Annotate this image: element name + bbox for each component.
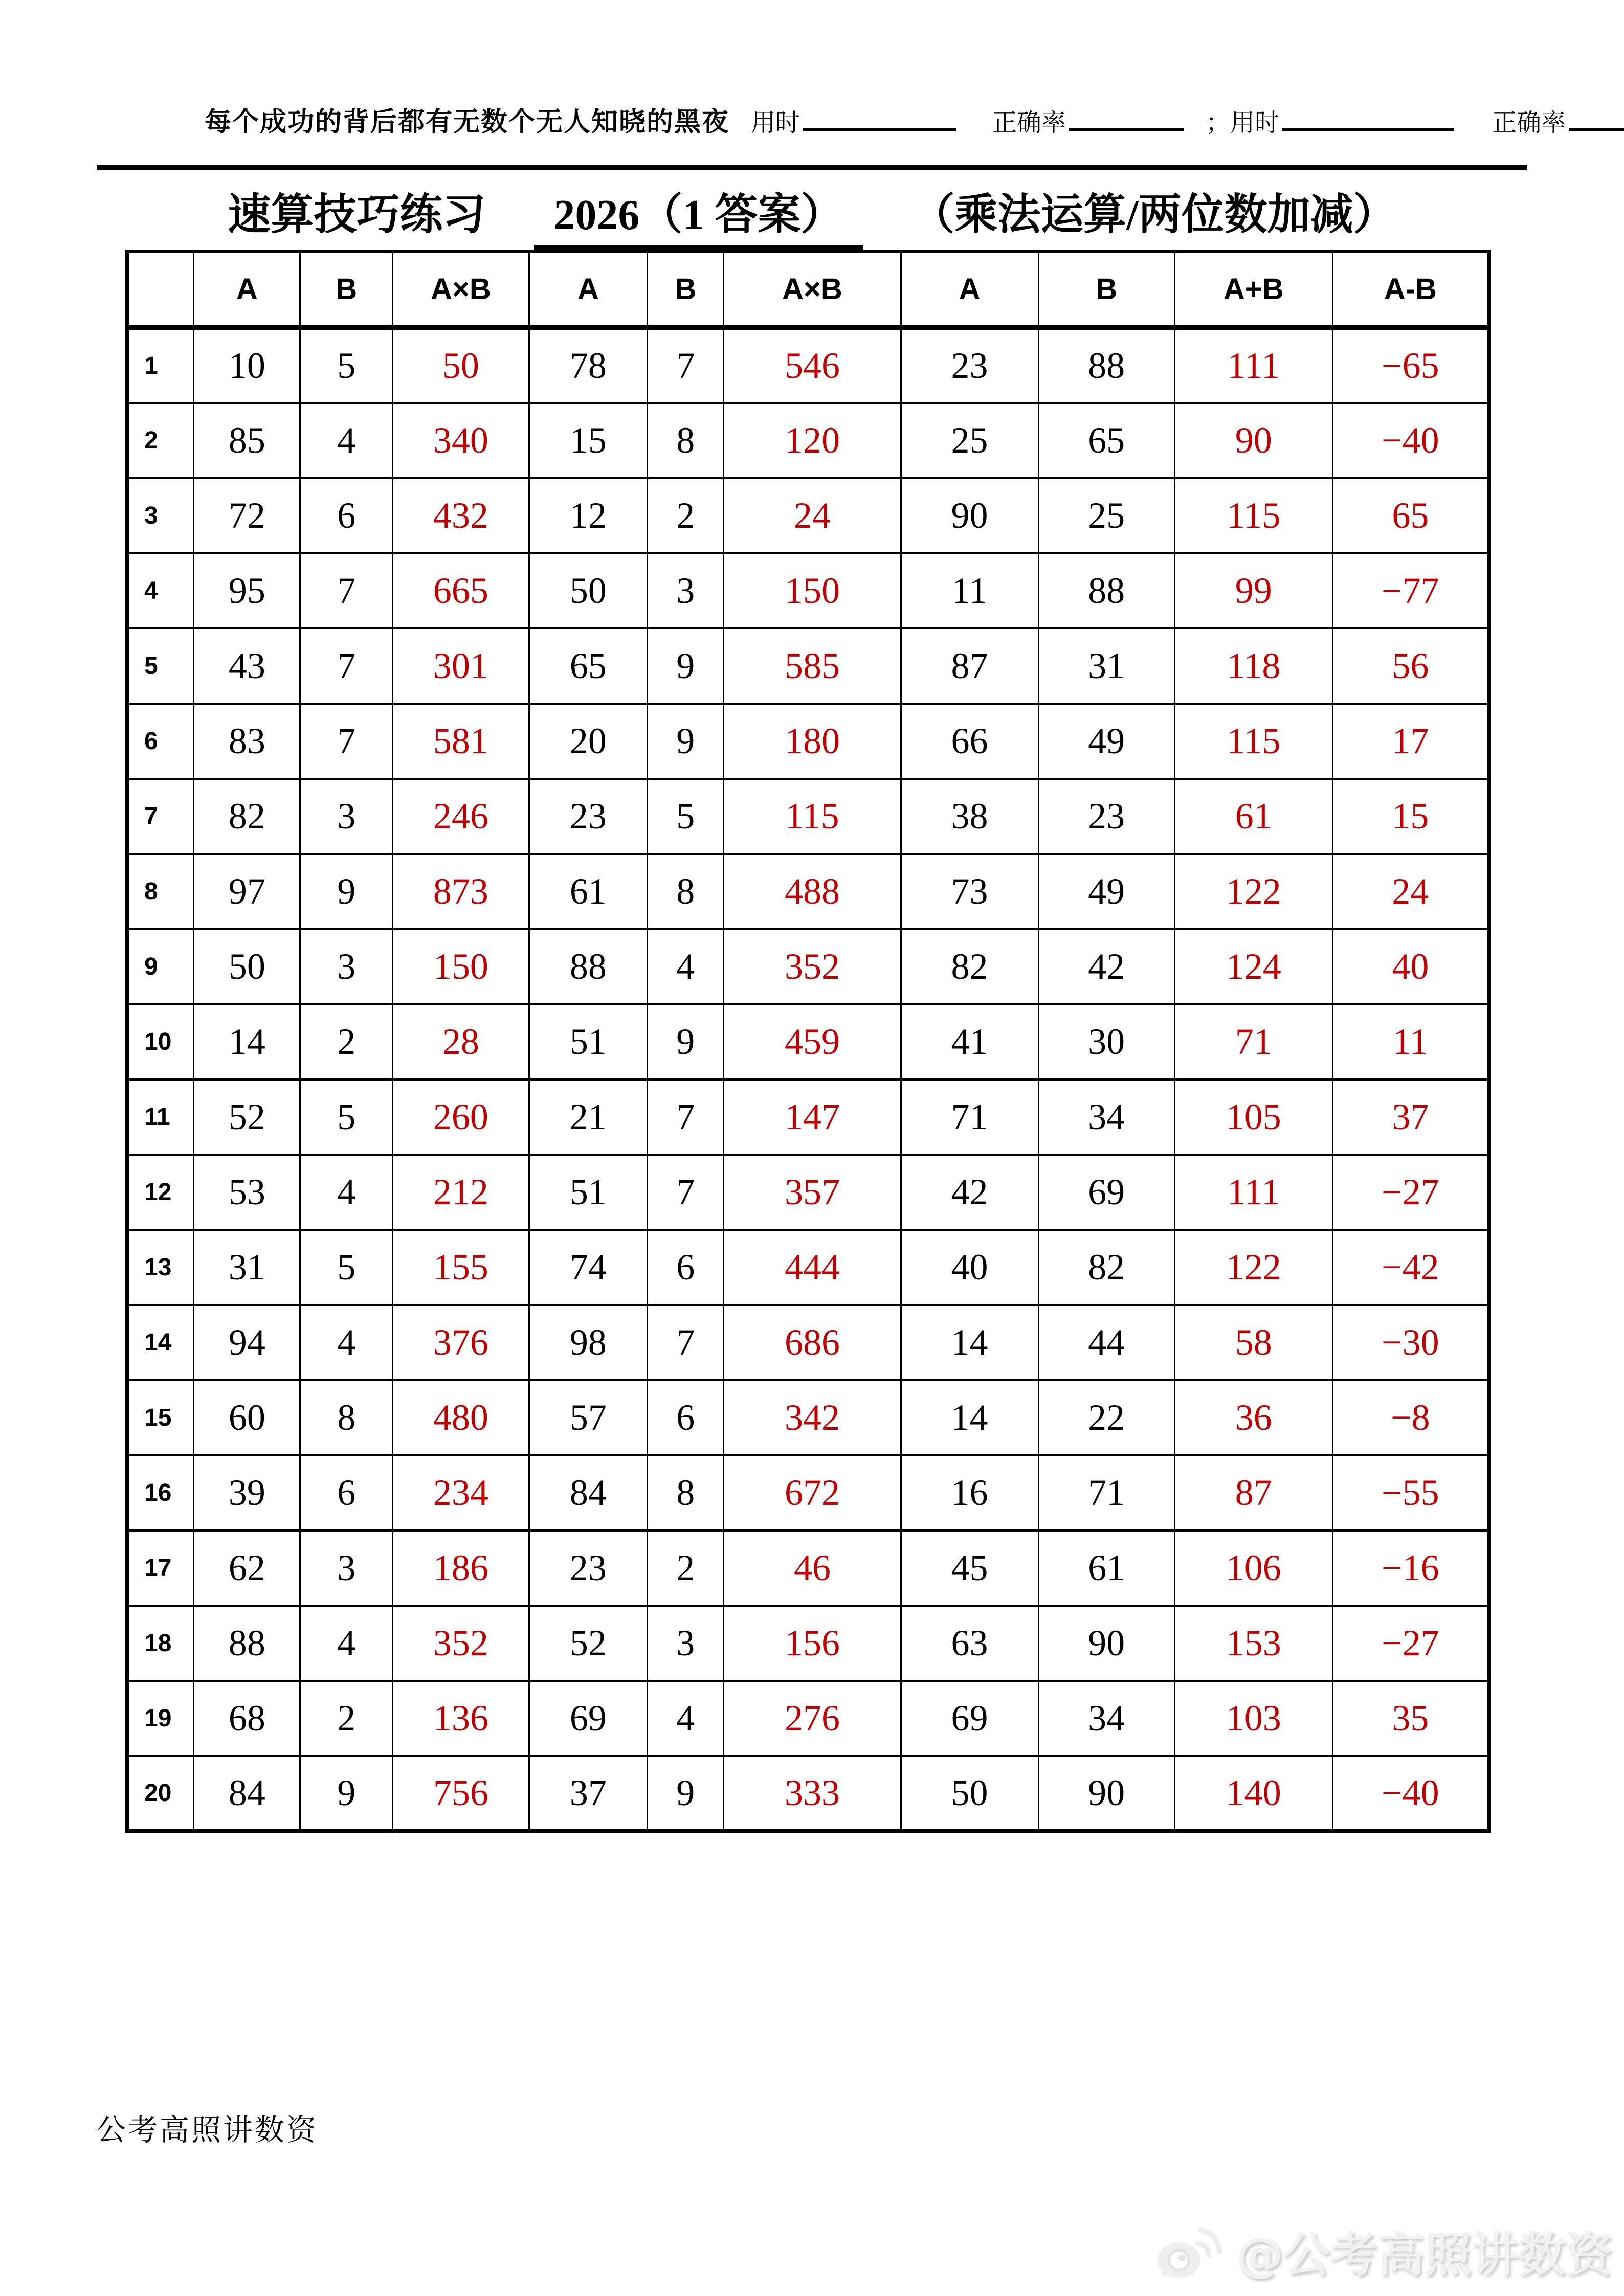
operand-cell: 14 <box>194 1004 300 1079</box>
answer-cell: 87 <box>1174 1455 1332 1530</box>
table-row <box>127 1155 1489 1230</box>
operand-cell: 87 <box>901 628 1038 704</box>
row-number: 19 <box>127 1681 194 1756</box>
answer-cell: 147 <box>724 1079 901 1155</box>
row-number: 1 <box>127 328 194 403</box>
accuracy-field-2 <box>1492 102 1624 138</box>
operand-cell: 31 <box>194 1230 300 1305</box>
answer-cell: 35 <box>1332 1681 1489 1756</box>
operand-cell: 9 <box>648 1004 724 1079</box>
operand-cell: 10 <box>194 328 300 403</box>
answer-cell: 180 <box>724 704 901 779</box>
answer-cell: 156 <box>724 1606 901 1681</box>
answer-table <box>125 250 1491 1833</box>
operand-cell: 69 <box>901 1681 1038 1756</box>
accuracy-blank-1 <box>1069 102 1184 131</box>
operand-cell: 51 <box>529 1004 648 1079</box>
operand-cell: 57 <box>529 1380 648 1455</box>
row-number: 11 <box>127 1079 194 1155</box>
row-number: 6 <box>127 704 194 779</box>
operand-cell: 39 <box>194 1455 300 1530</box>
answer-cell: −8 <box>1332 1380 1489 1455</box>
answer-cell: 352 <box>724 929 901 1004</box>
watermark-text: @公考高照讲数资 <box>1236 2227 1613 2282</box>
operand-cell: 71 <box>1038 1455 1174 1530</box>
operand-cell: 23 <box>901 328 1038 403</box>
answer-cell: 122 <box>1174 1230 1332 1305</box>
operand-cell: 3 <box>300 929 393 1004</box>
operand-cell: 88 <box>1038 553 1174 628</box>
table-row <box>127 328 1489 403</box>
accuracy-label-2: 正确率 <box>1492 109 1566 137</box>
row-number: 15 <box>127 1380 194 1455</box>
operand-cell: 4 <box>300 1606 393 1681</box>
answer-cell: 301 <box>393 628 529 704</box>
operand-cell: 4 <box>648 1681 724 1756</box>
answer-cell: 58 <box>1174 1305 1332 1380</box>
operand-cell: 94 <box>194 1305 300 1380</box>
answer-cell: −55 <box>1332 1455 1489 1530</box>
column-header: B <box>648 252 724 328</box>
row-number: 3 <box>127 478 194 553</box>
operand-cell: 5 <box>300 1079 393 1155</box>
answer-cell: 11 <box>1332 1004 1489 1079</box>
operand-cell: 7 <box>648 328 724 403</box>
operand-cell: 4 <box>300 1155 393 1230</box>
answer-cell: 28 <box>393 1004 529 1079</box>
answer-cell: −42 <box>1332 1230 1489 1305</box>
table-row <box>127 1079 1489 1155</box>
operand-cell: 78 <box>529 328 648 403</box>
operand-cell: 42 <box>901 1155 1038 1230</box>
operand-cell: 8 <box>648 854 724 929</box>
operand-cell: 61 <box>529 854 648 929</box>
operand-cell: 34 <box>1038 1681 1174 1756</box>
time-label-1: 用时 <box>751 109 800 137</box>
title-edition: 2026（1 答案） <box>534 180 863 252</box>
operand-cell: 52 <box>194 1079 300 1155</box>
answer-cell: 17 <box>1332 704 1489 779</box>
answer-cell: 140 <box>1174 1756 1332 1831</box>
table-row <box>127 478 1489 553</box>
operand-cell: 90 <box>901 478 1038 553</box>
table-row <box>127 1305 1489 1380</box>
answer-cell: 585 <box>724 628 901 704</box>
answer-cell: 150 <box>393 929 529 1004</box>
row-number: 16 <box>127 1455 194 1530</box>
row-number: 2 <box>127 403 194 478</box>
answer-cell: 665 <box>393 553 529 628</box>
answer-cell: 103 <box>1174 1681 1332 1756</box>
operand-cell: 88 <box>529 929 648 1004</box>
answer-cell: 136 <box>393 1681 529 1756</box>
answer-cell: −27 <box>1332 1606 1489 1681</box>
answer-cell: 40 <box>1332 929 1489 1004</box>
answer-cell: 37 <box>1332 1079 1489 1155</box>
operand-cell: 52 <box>529 1606 648 1681</box>
answer-cell: −30 <box>1332 1305 1489 1380</box>
answer-cell: 106 <box>1174 1530 1332 1606</box>
answer-cell: 50 <box>393 328 529 403</box>
operand-cell: 53 <box>194 1155 300 1230</box>
accuracy-field-1 <box>992 102 1184 138</box>
watermark <box>1151 2217 1613 2285</box>
answer-cell: 24 <box>724 478 901 553</box>
operand-cell: 12 <box>529 478 648 553</box>
operand-cell: 31 <box>1038 628 1174 704</box>
operand-cell: 14 <box>901 1380 1038 1455</box>
operand-cell: 8 <box>648 403 724 478</box>
operand-cell: 5 <box>648 779 724 854</box>
table-header-row <box>127 252 1489 328</box>
table-row <box>127 1455 1489 1530</box>
operand-cell: 23 <box>529 779 648 854</box>
column-header: A-B <box>1332 252 1489 328</box>
accuracy-label-1: 正确率 <box>992 109 1066 137</box>
column-header: A <box>901 252 1038 328</box>
operand-cell: 6 <box>648 1380 724 1455</box>
operand-cell: 2 <box>648 478 724 553</box>
table-row <box>127 1681 1489 1756</box>
answer-cell: 581 <box>393 704 529 779</box>
operand-cell: 6 <box>300 478 393 553</box>
operand-cell: 3 <box>648 553 724 628</box>
operand-cell: 21 <box>529 1079 648 1155</box>
table-row <box>127 704 1489 779</box>
answer-cell: −40 <box>1332 403 1489 478</box>
operand-cell: 85 <box>194 403 300 478</box>
answer-cell: 333 <box>724 1756 901 1831</box>
answer-cell: 686 <box>724 1305 901 1380</box>
operand-cell: 14 <box>901 1305 1038 1380</box>
answer-cell: 357 <box>724 1155 901 1230</box>
time-blank-1 <box>803 102 956 131</box>
column-header: A <box>529 252 648 328</box>
operand-cell: 73 <box>901 854 1038 929</box>
operand-cell: 9 <box>648 628 724 704</box>
operand-cell: 37 <box>529 1756 648 1831</box>
time-label-2: ；用时 <box>1206 109 1280 137</box>
operand-cell: 51 <box>529 1155 648 1230</box>
operand-cell: 3 <box>300 779 393 854</box>
answer-cell: 122 <box>1174 854 1332 929</box>
table-row <box>127 1004 1489 1079</box>
operand-cell: 68 <box>194 1681 300 1756</box>
operand-cell: 22 <box>1038 1380 1174 1455</box>
row-number: 9 <box>127 929 194 1004</box>
answer-cell: 61 <box>1174 779 1332 854</box>
column-header: B <box>300 252 393 328</box>
answer-cell: 276 <box>724 1681 901 1756</box>
operand-cell: 16 <box>901 1455 1038 1530</box>
row-number: 14 <box>127 1305 194 1380</box>
answer-cell: 340 <box>393 403 529 478</box>
accuracy-blank-2 <box>1569 102 1624 131</box>
operand-cell: 7 <box>300 553 393 628</box>
operand-cell: 34 <box>1038 1079 1174 1155</box>
answer-cell: 246 <box>393 779 529 854</box>
answer-cell: 444 <box>724 1230 901 1305</box>
answer-cell: 155 <box>393 1230 529 1305</box>
table-row <box>127 1606 1489 1681</box>
answer-cell: −16 <box>1332 1530 1489 1606</box>
operand-cell: 38 <box>901 779 1038 854</box>
operand-cell: 2 <box>300 1004 393 1079</box>
page-title <box>0 180 1624 252</box>
operand-cell: 74 <box>529 1230 648 1305</box>
answer-cell: 15 <box>1332 779 1489 854</box>
answer-cell: 672 <box>724 1455 901 1530</box>
operand-cell: 71 <box>901 1079 1038 1155</box>
weibo-icon <box>1151 2220 1228 2282</box>
title-main: 速算技巧练习 <box>228 191 486 239</box>
answer-cell: 115 <box>1174 478 1332 553</box>
operand-cell: 11 <box>901 553 1038 628</box>
operand-cell: 49 <box>1038 704 1174 779</box>
operand-cell: 50 <box>529 553 648 628</box>
answer-cell: 342 <box>724 1380 901 1455</box>
answer-cell: 118 <box>1174 628 1332 704</box>
operand-cell: 90 <box>1038 1756 1174 1831</box>
operand-cell: 69 <box>1038 1155 1174 1230</box>
operand-cell: 97 <box>194 854 300 929</box>
table-body <box>127 328 1489 1831</box>
answer-cell: 756 <box>393 1756 529 1831</box>
operand-cell: 84 <box>194 1756 300 1831</box>
operand-cell: 60 <box>194 1380 300 1455</box>
operand-cell: 61 <box>1038 1530 1174 1606</box>
table-row <box>127 854 1489 929</box>
operand-cell: 20 <box>529 704 648 779</box>
answer-cell: 376 <box>393 1305 529 1380</box>
operand-cell: 98 <box>529 1305 648 1380</box>
answer-cell: 71 <box>1174 1004 1332 1079</box>
operand-cell: 50 <box>194 929 300 1004</box>
operand-cell: 7 <box>648 1155 724 1230</box>
time-blank-2 <box>1282 102 1454 131</box>
operand-cell: 43 <box>194 628 300 704</box>
table-row <box>127 628 1489 704</box>
answer-cell: 234 <box>393 1455 529 1530</box>
answer-cell: 105 <box>1174 1079 1332 1155</box>
operand-cell: 65 <box>529 628 648 704</box>
operand-cell: 23 <box>1038 779 1174 854</box>
corner-cell <box>127 252 194 328</box>
answer-cell: 432 <box>393 478 529 553</box>
answer-cell: 352 <box>393 1606 529 1681</box>
operand-cell: 66 <box>901 704 1038 779</box>
time-field-1 <box>751 102 956 138</box>
answer-cell: 260 <box>393 1079 529 1155</box>
operand-cell: 82 <box>901 929 1038 1004</box>
answer-cell: 488 <box>724 854 901 929</box>
operand-cell: 82 <box>1038 1230 1174 1305</box>
operand-cell: 5 <box>300 328 393 403</box>
column-header: A+B <box>1174 252 1332 328</box>
operand-cell: 4 <box>648 929 724 1004</box>
page-header <box>205 100 1566 139</box>
operand-cell: 50 <box>901 1756 1038 1831</box>
column-header: A <box>194 252 300 328</box>
operand-cell: 9 <box>648 704 724 779</box>
operand-cell: 62 <box>194 1530 300 1606</box>
answer-cell: 65 <box>1332 478 1489 553</box>
operand-cell: 7 <box>300 704 393 779</box>
footer-credit: 公考高照讲数资 <box>96 2113 319 2147</box>
operand-cell: 8 <box>648 1455 724 1530</box>
operand-cell: 88 <box>194 1606 300 1681</box>
operand-cell: 6 <box>648 1230 724 1305</box>
operand-cell: 6 <box>300 1455 393 1530</box>
operand-cell: 7 <box>300 628 393 704</box>
answer-cell: 124 <box>1174 929 1332 1004</box>
operand-cell: 69 <box>529 1681 648 1756</box>
operand-cell: 4 <box>300 403 393 478</box>
column-header: A×B <box>724 252 901 328</box>
operand-cell: 2 <box>648 1530 724 1606</box>
table-row <box>127 1380 1489 1455</box>
operand-cell: 88 <box>1038 328 1174 403</box>
operand-cell: 4 <box>300 1305 393 1380</box>
operand-cell: 9 <box>300 1756 393 1831</box>
operand-cell: 3 <box>648 1606 724 1681</box>
answer-cell: 46 <box>724 1530 901 1606</box>
operand-cell: 23 <box>529 1530 648 1606</box>
operand-cell: 15 <box>529 403 648 478</box>
operand-cell: 9 <box>300 854 393 929</box>
row-number: 4 <box>127 553 194 628</box>
answer-cell: 115 <box>724 779 901 854</box>
operand-cell: 3 <box>300 1530 393 1606</box>
answer-cell: −77 <box>1332 553 1489 628</box>
slogan-text: 每个成功的背后都有无数个无人知晓的黑夜 <box>205 107 730 137</box>
operand-cell: 84 <box>529 1455 648 1530</box>
row-number: 18 <box>127 1606 194 1681</box>
operand-cell: 45 <box>901 1530 1038 1606</box>
answer-cell: 150 <box>724 553 901 628</box>
operand-cell: 63 <box>901 1606 1038 1681</box>
answer-cell: 36 <box>1174 1380 1332 1455</box>
operand-cell: 44 <box>1038 1305 1174 1380</box>
answer-cell: 99 <box>1174 553 1332 628</box>
answer-cell: 459 <box>724 1004 901 1079</box>
row-number: 5 <box>127 628 194 704</box>
column-header: B <box>1038 252 1174 328</box>
row-number: 8 <box>127 854 194 929</box>
operand-cell: 5 <box>300 1230 393 1305</box>
table-row <box>127 1756 1489 1831</box>
operand-cell: 8 <box>300 1380 393 1455</box>
answer-cell: 873 <box>393 854 529 929</box>
answer-cell: 120 <box>724 403 901 478</box>
answer-cell: 546 <box>724 328 901 403</box>
time-field-2 <box>1206 102 1454 138</box>
operand-cell: 9 <box>648 1756 724 1831</box>
operand-cell: 72 <box>194 478 300 553</box>
operand-cell: 82 <box>194 779 300 854</box>
operand-cell: 95 <box>194 553 300 628</box>
operand-cell: 25 <box>901 403 1038 478</box>
answer-cell: 24 <box>1332 854 1489 929</box>
answer-cell: 111 <box>1174 1155 1332 1230</box>
table-row <box>127 929 1489 1004</box>
answer-cell: 111 <box>1174 328 1332 403</box>
answer-cell: 153 <box>1174 1606 1332 1681</box>
table-row <box>127 779 1489 854</box>
row-number: 7 <box>127 779 194 854</box>
operand-cell: 2 <box>300 1681 393 1756</box>
operand-cell: 7 <box>648 1079 724 1155</box>
operand-cell: 40 <box>901 1230 1038 1305</box>
row-number: 10 <box>127 1004 194 1079</box>
header-rule <box>97 165 1527 170</box>
operand-cell: 90 <box>1038 1606 1174 1681</box>
operand-cell: 65 <box>1038 403 1174 478</box>
table-row <box>127 1230 1489 1305</box>
answer-cell: 90 <box>1174 403 1332 478</box>
column-header: A×B <box>393 252 529 328</box>
operand-cell: 83 <box>194 704 300 779</box>
answer-cell: −27 <box>1332 1155 1489 1230</box>
title-category: （乘法运算/两位数加减） <box>911 191 1396 239</box>
row-number: 12 <box>127 1155 194 1230</box>
answer-cell: 186 <box>393 1530 529 1606</box>
answer-cell: −65 <box>1332 328 1489 403</box>
row-number: 20 <box>127 1756 194 1831</box>
operand-cell: 30 <box>1038 1004 1174 1079</box>
answer-cell: 212 <box>393 1155 529 1230</box>
answer-cell: 115 <box>1174 704 1332 779</box>
operand-cell: 42 <box>1038 929 1174 1004</box>
table-row <box>127 1530 1489 1606</box>
operand-cell: 49 <box>1038 854 1174 929</box>
row-number: 17 <box>127 1530 194 1606</box>
answer-cell: −40 <box>1332 1756 1489 1831</box>
operand-cell: 7 <box>648 1305 724 1380</box>
row-number: 13 <box>127 1230 194 1305</box>
operand-cell: 41 <box>901 1004 1038 1079</box>
answer-cell: 56 <box>1332 628 1489 704</box>
table-row <box>127 403 1489 478</box>
operand-cell: 25 <box>1038 478 1174 553</box>
table-row <box>127 553 1489 628</box>
answer-cell: 480 <box>393 1380 529 1455</box>
